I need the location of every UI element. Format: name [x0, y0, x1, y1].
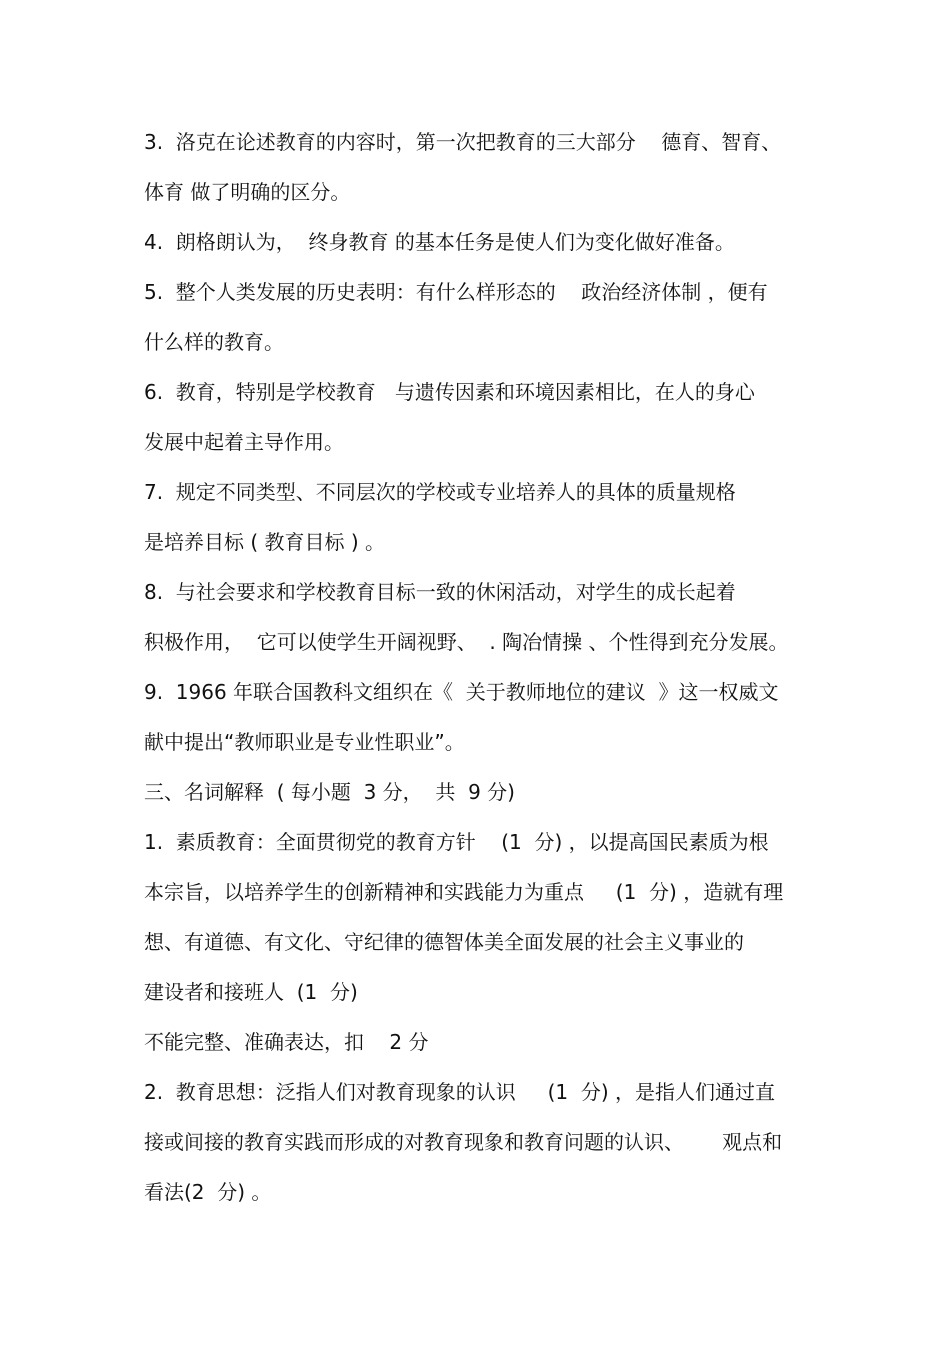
text-line-2: 体育 做了明确的区分。 — [144, 180, 351, 204]
text-line-8: 7. 规定不同类型、不同层次的学校或专业培养人的具体的质量规格 — [144, 480, 736, 504]
text-line-22: 看法(2 分) 。 — [144, 1180, 272, 1204]
text-line-10: 8. 与社会要求和学校教育目标一致的休闲活动，对学生的成长起着 — [144, 580, 736, 604]
text-line-3: 4. 朗格朗认为， 终身教育 的基本任务是使人们为变化做好准备。 — [144, 230, 735, 254]
text-line-15: 1. 素质教育：全面贯彻党的教育方针 (1 分) ，以提高国民素质为根 — [144, 830, 769, 854]
text-line-20: 2. 教育思想：泛指人们对教育现象的认识 (1 分) ，是指人们通过直 — [144, 1080, 775, 1104]
section-heading: 三、名词解释 ( 每小题 3 分， 共 9 分) — [144, 780, 515, 804]
text-line-18: 建设者和接班人 (1 分) — [144, 980, 358, 1004]
text-line-13: 献中提出“教师职业是专业性职业”。 — [144, 730, 465, 754]
text-line-5: 什么样的教育。 — [144, 330, 284, 354]
text-line-12: 9. 1966 年联合国教科文组织在《 关于教师地位的建议 》这一权威文 — [144, 680, 779, 704]
text-line-9: 是培养目标 ( 教育目标 ) 。 — [144, 530, 386, 554]
text-line-6: 6. 教育，特别是学校教育 与遗传因素和环境因素相比，在人的身心 — [144, 380, 755, 404]
text-line-7: 发展中起着主导作用。 — [144, 430, 344, 454]
text-line-16: 本宗旨，以培养学生的创新精神和实践能力为重点 (1 分) ，造就有理 — [144, 880, 784, 904]
text-line-11: 积极作用， 它可以使学生开阔视野、 . 陶冶情操 、个性得到充分发展。 — [144, 630, 789, 654]
text-line-17: 想、有道德、有文化、守纪律的德智体美全面发展的社会主义事业的 — [144, 930, 744, 954]
text-line-19: 不能完整、准确表达，扣 2 分 — [144, 1030, 429, 1054]
text-line-21: 接或间接的教育实践而形成的对教育现象和教育问题的认识、 观点和 — [144, 1130, 783, 1154]
text-line-1: 3. 洛克在论述教育的内容时，第一次把教育的三大部分 德育、智育、 — [144, 130, 782, 154]
text-line-4: 5. 整个人类发展的历史表明：有什么样形态的 政治经济体制 ，便有 — [144, 280, 768, 304]
